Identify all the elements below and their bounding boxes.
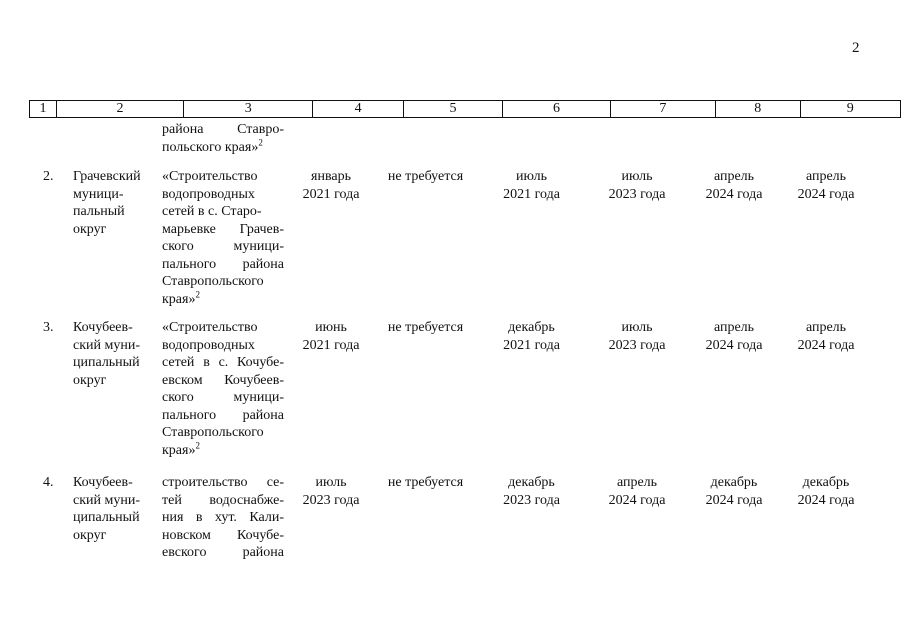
date-cell-6: [475, 474, 588, 509]
municipality-line: округ: [73, 221, 107, 237]
row-number: 4.: [43, 475, 54, 490]
date-line: декабрь: [802, 475, 850, 490]
municipality-line: Грачевский: [73, 169, 141, 184]
date-line: 2024 года: [705, 337, 763, 353]
date-line: 2023 года: [302, 492, 360, 508]
municipality-cell: [73, 474, 153, 544]
description-line-text: края»: [162, 442, 196, 458]
description-line: ния в хут. Кали-: [162, 510, 284, 525]
description-line: сетей в с. Кочубе-: [162, 355, 284, 370]
date-line: апрель: [616, 475, 658, 490]
description-line: евском Кочубеев-: [162, 372, 284, 388]
date-line: 2024 года: [705, 186, 763, 202]
column-number-header: [29, 100, 901, 118]
header-cell: 3: [184, 101, 313, 118]
header-cell: 7: [610, 101, 715, 118]
description-line: новском Кочубе-: [162, 527, 284, 543]
description-line: ского муници-: [162, 239, 284, 254]
description-line: водопроводных: [162, 337, 255, 353]
description-line: сетей в с. Старо-: [162, 204, 262, 219]
date-line: апрель: [805, 320, 847, 335]
date-line: июнь: [315, 320, 347, 335]
date-line: 2024 года: [705, 492, 763, 508]
header-cell: 8: [716, 101, 801, 118]
municipality-line: ский муни-: [73, 492, 141, 508]
municipality-line: пальный: [73, 204, 125, 219]
municipality-line: ципальный: [73, 355, 140, 370]
start-date-cell: [286, 319, 376, 354]
date-line: апрель: [713, 320, 755, 335]
date-cell-8: [690, 474, 778, 509]
page-number: 2: [852, 40, 860, 56]
date-cell-6: [475, 168, 588, 203]
date-line: 2023 года: [503, 492, 560, 508]
municipality-line: ский муни-: [73, 337, 141, 353]
expertise-cell: не требуется: [387, 169, 464, 184]
description-line: марьевке Грачев-: [162, 221, 284, 237]
date-cell-6: [475, 319, 588, 354]
description-line-text: края»: [162, 291, 196, 307]
description-line: Ставропольского: [162, 425, 264, 440]
municipality-cell: [73, 168, 153, 238]
description-line: [162, 288, 284, 309]
date-cell-7: [584, 319, 690, 354]
header-cell: 5: [403, 101, 502, 118]
header-cell: 4: [313, 101, 403, 118]
continuation-text: [162, 121, 284, 156]
footnote-marker: 2: [258, 136, 263, 147]
row-number: 2.: [43, 169, 54, 184]
footnote-marker: 2: [195, 288, 200, 299]
expertise-cell: не требуется: [387, 320, 464, 335]
row-number: 3.: [43, 320, 54, 335]
date-line: декабрь: [508, 475, 555, 490]
project-description-cell: [162, 319, 284, 459]
continuation-line: польского края»$^2$: [162, 136, 263, 155]
project-description-cell: [162, 474, 284, 562]
start-date-cell: [286, 474, 376, 509]
date-line: 2023 года: [608, 337, 666, 353]
description-line: Ставропольского: [162, 274, 264, 289]
date-line: 2024 года: [797, 492, 855, 508]
date-cell-8: [690, 319, 778, 354]
date-line: июль: [621, 320, 653, 335]
date-line: июль: [315, 475, 347, 490]
municipality-line: округ: [73, 527, 107, 543]
date-cell-9: [776, 319, 876, 354]
date-line: 2024 года: [797, 337, 855, 353]
date-cell-8: [690, 168, 778, 203]
continuation-line: района Ставро-: [162, 122, 284, 137]
header-cell: 9: [800, 101, 900, 118]
date-line: 2023 года: [608, 186, 666, 202]
municipality-line: Кочубеев-: [73, 320, 133, 335]
date-line: декабрь: [508, 320, 555, 335]
date-line: декабрь: [710, 475, 758, 490]
description-line: водопроводных: [162, 186, 255, 202]
municipality-line: ципальный: [73, 510, 140, 525]
description-line: «Строительство: [162, 320, 258, 335]
expertise-cell: не требуется: [387, 475, 464, 490]
date-cell-7: [584, 474, 690, 509]
date-line: июль: [621, 169, 653, 184]
municipality-line: Кочубеев-: [73, 475, 133, 490]
footnote-marker: 2: [195, 439, 200, 450]
description-line: [162, 439, 284, 460]
date-line: апрель: [713, 169, 755, 184]
date-line: 2021 года: [302, 337, 360, 353]
date-line: 2024 года: [797, 186, 855, 202]
description-line: ского муници-: [162, 390, 284, 405]
municipality-cell: [73, 319, 153, 389]
date-line: июль: [516, 169, 547, 184]
date-line: 2021 года: [503, 337, 560, 353]
date-line: 2021 года: [302, 186, 360, 202]
header-cell: 1: [30, 101, 57, 118]
date-line: апрель: [805, 169, 847, 184]
description-line: пального района: [162, 407, 284, 423]
header-cell: 2: [56, 101, 183, 118]
description-line: евского района: [162, 545, 284, 560]
start-date-cell: [286, 168, 376, 203]
municipality-line: муници-: [73, 186, 124, 202]
date-cell-9: [776, 474, 876, 509]
date-line: январь: [311, 169, 351, 184]
municipality-line: округ: [73, 372, 107, 388]
project-description-cell: [162, 168, 284, 308]
description-line: «Строительство: [162, 169, 258, 184]
description-line: строительство се-: [162, 475, 284, 490]
date-cell-7: [584, 168, 690, 203]
description-line: пального района: [162, 256, 284, 272]
header-cell: 6: [503, 101, 610, 118]
date-line: 2024 года: [608, 492, 666, 508]
date-line: 2021 года: [503, 186, 560, 202]
date-cell-9: [776, 168, 876, 203]
description-line: тей водоснабже-: [162, 492, 284, 508]
